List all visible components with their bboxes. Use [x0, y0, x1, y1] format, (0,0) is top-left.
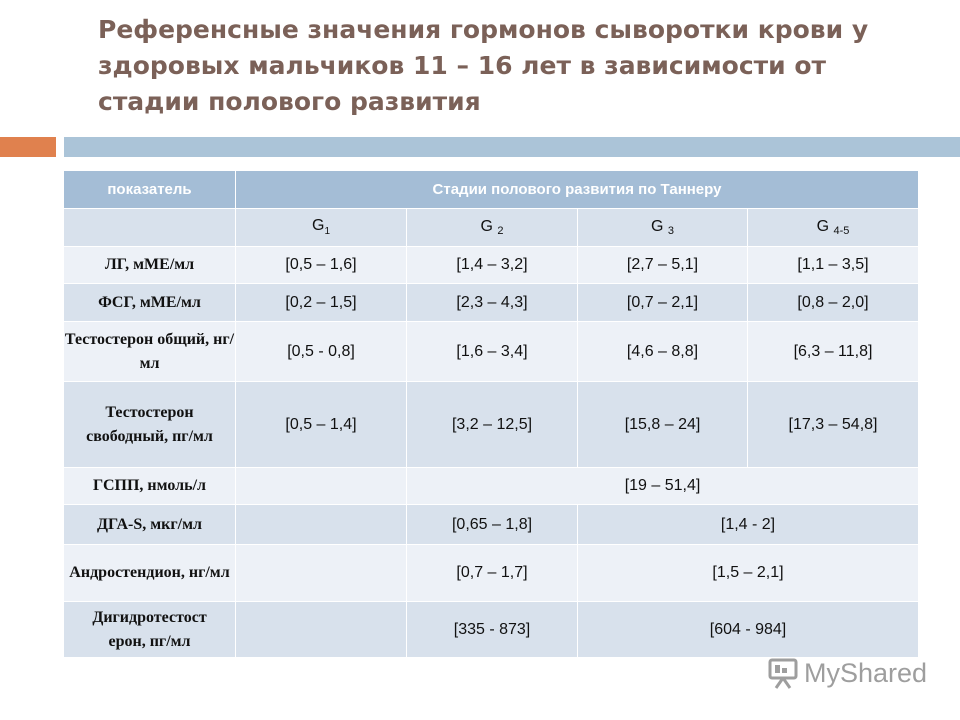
table-row [64, 468, 919, 505]
slide-title: Референсные значения гормонов сыворотки крови у здоровых мальчиков 11 – 16 лет в зависимости от стадии полового развития [98, 15, 869, 116]
table-row [64, 322, 919, 382]
row-label-shbg: ГСПП, нмоль/л [64, 468, 236, 505]
stage-g1: $G_1$ [236, 209, 407, 247]
table-cell: [0,5 – 1,6] [236, 247, 407, 284]
row-label-androstenedione: Андростендион, нг/мл [64, 545, 236, 602]
stages-corner-cell [64, 209, 236, 247]
table-row [64, 247, 919, 284]
row-label-dhea-s: ДГА-S, мкг/мл [64, 505, 236, 545]
table-cell: [1,4 - 2] [578, 505, 919, 545]
table-cell: [17,3 – 54,8] [748, 382, 919, 468]
table-cell: [0,5 – 1,4] [236, 382, 407, 468]
table-cell: [2,7 – 5,1] [578, 247, 748, 284]
table-cell: [0,5 - 0,8] [236, 322, 407, 382]
table-cell: [3,2 – 12,5] [407, 382, 578, 468]
row-label-total-testosterone: Тестостерон общий, нг/мл [64, 322, 236, 382]
table-cell-empty [236, 468, 407, 505]
table-cell: [0,7 – 1,7] [407, 545, 578, 602]
header-stages: Стадии полового развития по Таннеру [236, 171, 919, 209]
table-cell: [6,3 – 11,8] [748, 322, 919, 382]
table-row [64, 505, 919, 545]
stage-g2: G 2 [407, 209, 578, 247]
table-cell: [0,8 – 2,0] [748, 284, 919, 322]
table-cell: [0,2 – 1,5] [236, 284, 407, 322]
row-label-lh: ЛГ, мМЕ/мл [64, 247, 236, 284]
table-row [64, 382, 919, 468]
table-cell: [1,1 – 3,5] [748, 247, 919, 284]
watermark [766, 656, 927, 690]
table-cell: [604 - 984] [578, 602, 919, 658]
row-label-fsh: ФСГ, мМЕ/мл [64, 284, 236, 322]
stage-g3: G 3 [578, 209, 748, 247]
accent-bar-blue [64, 137, 960, 157]
row-label-dht: Дигидротестост ерон, пг/мл [64, 602, 236, 658]
stages-row [64, 209, 919, 247]
table-cell: [4,6 – 8,8] [578, 322, 748, 382]
table-cell: [15,8 – 24] [578, 382, 748, 468]
table-row [64, 545, 919, 602]
stage-g4-5: G 4-5 [748, 209, 919, 247]
table-cell: [1,6 – 3,4] [407, 322, 578, 382]
table-cell: [2,3 – 4,3] [407, 284, 578, 322]
table-cell: [335 - 873] [407, 602, 578, 658]
row-label-free-testosterone: Тестостерон свободный, пг/мл [64, 382, 236, 468]
table-cell-empty [236, 602, 407, 658]
table-cell: [0,65 – 1,8] [407, 505, 578, 545]
table-row [64, 602, 919, 658]
table-cell-empty [236, 545, 407, 602]
table-cell: [19 – 51,4] [407, 468, 919, 505]
header-indicator: показатель [64, 171, 236, 209]
table-header-row [64, 171, 919, 209]
watermark-text: MyShared [804, 657, 928, 688]
table-cell: [1,5 – 2,1] [578, 545, 919, 602]
table-cell: [0,7 – 2,1] [578, 284, 748, 322]
projector-icon [766, 656, 800, 690]
table-cell: [1,4 – 3,2] [407, 247, 578, 284]
hormone-reference-table [63, 170, 919, 658]
table-row [64, 284, 919, 322]
table-cell-empty [236, 505, 407, 545]
accent-bar-orange [0, 137, 56, 157]
